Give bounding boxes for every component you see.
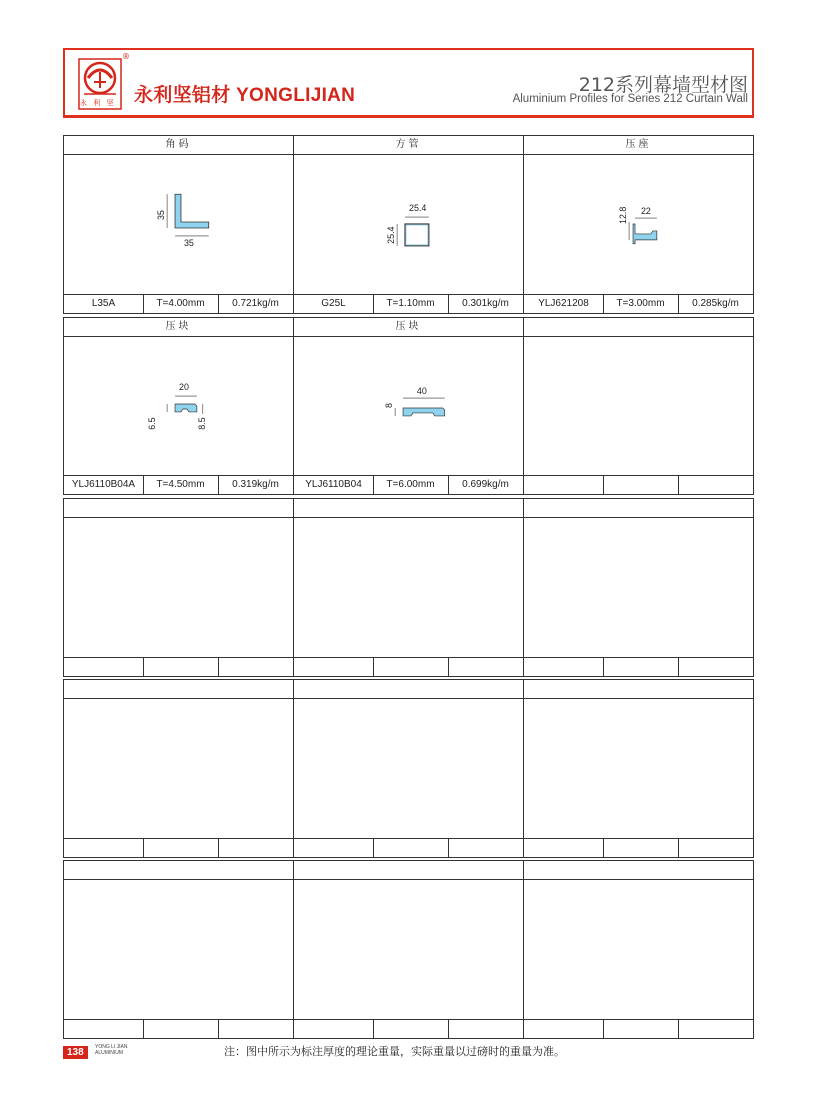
footer-note: 注：图中所示为标注厚度的理论重量，实际重量以过磅时的重量为准。 [224, 1045, 565, 1058]
dim-label: 40 [416, 386, 427, 397]
profile-weight [678, 476, 753, 494]
page-title-cn: 212系列幕墙型材图 [578, 74, 748, 96]
profile-weight: 0.301kg/m [462, 298, 509, 309]
spec-row [64, 657, 293, 676]
profile-name: 压块 [64, 318, 293, 337]
profile-drawing [294, 336, 523, 476]
pressure-seat-shape [633, 224, 657, 244]
profile-row-1 [63, 135, 754, 314]
profile-row-5 [63, 860, 754, 1039]
pressure-block-shape [175, 404, 197, 412]
logo-subtitle: 永 利 坚 [80, 99, 116, 107]
spec-row [294, 294, 523, 313]
spec-row [294, 838, 523, 857]
profile-thickness: T=4.50mm [143, 476, 219, 494]
profile-card-ylj6110b04 [293, 318, 524, 494]
profile-card-empty [523, 861, 754, 1038]
footer-brand-line-2: ALUMINIUM [95, 1050, 124, 1056]
profile-thickness: T=4.00mm [143, 295, 219, 313]
profile-card-l35a [63, 136, 294, 313]
spec-row [524, 294, 753, 313]
profile-row-2 [63, 317, 754, 495]
profile-code: G25L [294, 295, 374, 313]
dim-label: 35 [183, 237, 194, 248]
dim-label: 6.5 [147, 417, 158, 430]
profile-code [524, 476, 604, 494]
spec-row [294, 657, 523, 676]
dim-label: 22 [640, 206, 651, 217]
spec-row [524, 657, 753, 676]
profile-weight: 0.319kg/m [232, 479, 279, 490]
profile-weight: 0.285kg/m [692, 298, 739, 309]
profile-code: YLJ6110B04A [64, 476, 144, 494]
registered-mark: ® [122, 52, 130, 61]
spec-row [64, 475, 293, 494]
profile-card-g25l [293, 136, 524, 313]
profile-drawing [524, 154, 753, 295]
profile-name [524, 680, 753, 699]
spec-row [524, 838, 753, 857]
profile-card-ylj6110b04a [63, 318, 294, 494]
profile-thickness: T=3.00mm [603, 295, 679, 313]
profile-name: 方管 [294, 136, 523, 155]
dim-label: 35 [156, 210, 167, 221]
spec-row [294, 1019, 523, 1038]
profile-drawing [64, 154, 293, 295]
profile-name: 压块 [294, 318, 523, 337]
profile-card-empty [293, 861, 524, 1038]
profile-name [294, 861, 523, 880]
dim-label: 20 [178, 382, 189, 393]
dim-label: 8.5 [196, 417, 207, 430]
profile-drawing [64, 336, 293, 476]
profile-name: 角码 [64, 136, 293, 155]
profile-name [64, 680, 293, 699]
profile-card-empty [293, 680, 524, 857]
page-number: 138 [63, 1046, 88, 1059]
profile-name [524, 499, 753, 518]
profile-code: YLJ621208 [524, 295, 604, 313]
square-tube-shape [405, 224, 429, 246]
profile-card-empty [523, 499, 754, 676]
spec-row [524, 475, 753, 494]
profile-card-empty [63, 861, 294, 1038]
profile-weight: 0.699kg/m [462, 479, 509, 490]
profile-thickness: T=1.10mm [373, 295, 449, 313]
spec-row [294, 475, 523, 494]
spec-row [64, 294, 293, 313]
profile-name [294, 680, 523, 699]
profile-card-empty [523, 680, 754, 857]
dim-label: 12.8 [618, 206, 629, 225]
profile-thickness: T=6.00mm [373, 476, 449, 494]
profile-row-3 [63, 498, 754, 677]
page-title-en: Aluminium Profiles for Series 212 Curtain Wall [512, 93, 748, 105]
footer-brand [95, 1044, 128, 1056]
profile-name [524, 318, 753, 337]
footer-brand-line-1: YONG LI JIAN [95, 1044, 128, 1050]
dim-label: 25.4 [386, 226, 397, 244]
spec-row [64, 838, 293, 857]
profile-card-empty [293, 499, 524, 676]
profile-drawing [524, 336, 753, 476]
profile-code: L35A [64, 295, 144, 313]
angle-profile-shape [175, 194, 209, 228]
profile-name [64, 861, 293, 880]
profile-card-empty [523, 318, 754, 494]
profile-weight: 0.721kg/m [232, 298, 279, 309]
profile-drawing [294, 154, 523, 295]
profile-name: 压座 [524, 136, 753, 155]
profile-name [64, 499, 293, 518]
profile-code: YLJ6110B04 [294, 476, 374, 494]
spec-row [64, 1019, 293, 1038]
profile-name [524, 861, 753, 880]
profile-thickness [603, 476, 679, 494]
profile-row-4 [63, 679, 754, 858]
profile-name [294, 499, 523, 518]
profile-card-ylj621208 [523, 136, 754, 313]
spec-row [524, 1019, 753, 1038]
profile-card-empty [63, 680, 294, 857]
dim-label: 25.4 [408, 203, 427, 214]
dim-label: 8 [384, 403, 395, 408]
profile-card-empty [63, 499, 294, 676]
brand-name: 永利坚铝材 YONGLIJIAN [134, 85, 356, 106]
pressure-block-shape [403, 408, 445, 416]
